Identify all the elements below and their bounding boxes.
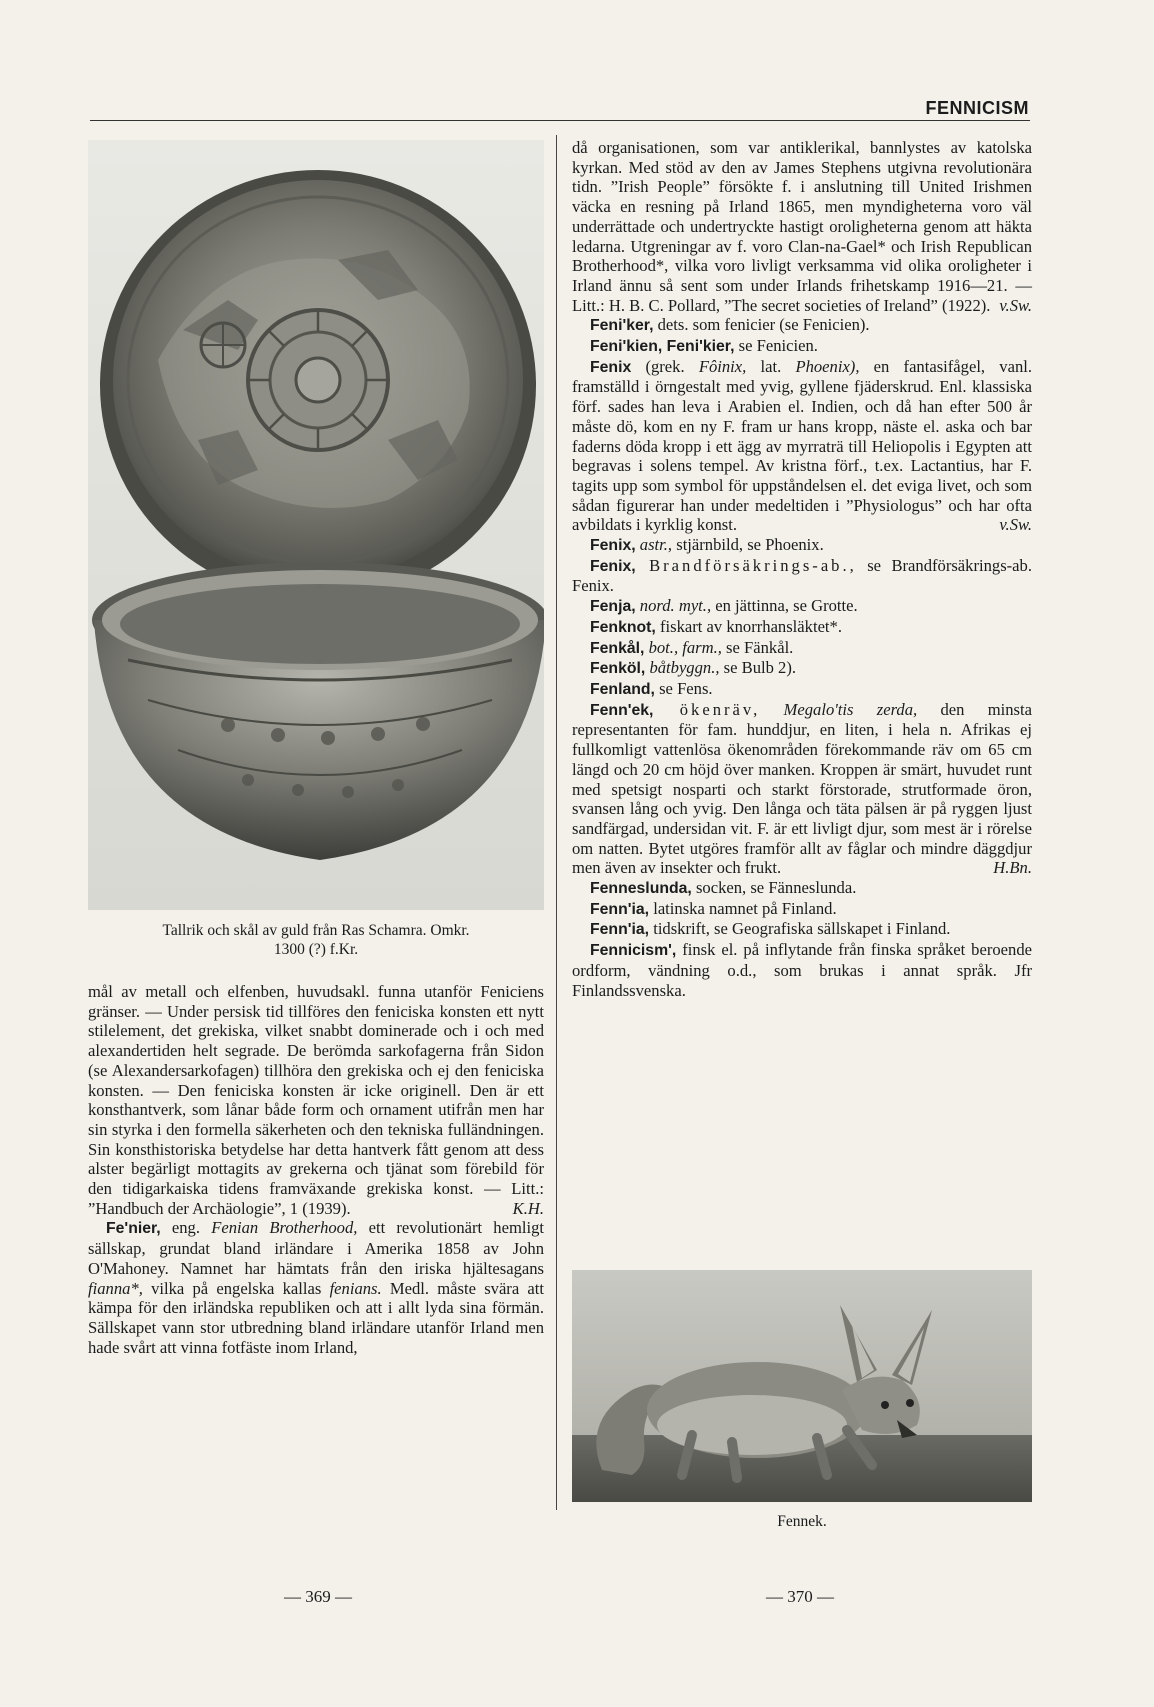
gold-plate-bowl-illustration	[88, 140, 544, 910]
running-head: FENNICISM	[925, 98, 1029, 118]
entry-fenikien	[572, 336, 1032, 357]
headword: Fenn'ek,	[590, 701, 654, 719]
author-signature: K.H.	[512, 1198, 544, 1218]
entry-italic: bot., farm.,	[644, 637, 722, 657]
entry-text: se Fenicien.	[734, 336, 818, 356]
entry-text: eng.	[160, 1218, 212, 1238]
entry-italic: fenians.	[329, 1278, 382, 1298]
entry-feniker	[572, 315, 1032, 336]
fennec-fox-photo	[572, 1270, 1032, 1502]
entry-fennia-tidskrift	[572, 919, 1032, 940]
headword: Fenja,	[590, 598, 636, 616]
entry-italic: Fenian Brotherhood,	[211, 1218, 358, 1238]
entry-fenix-brand	[572, 556, 1032, 596]
entry-text: den minsta representanten för fam. hunddjur, en liten, i hela n. Afrikas ej fullkomligt vattenlösa ökenområden förekommande räv om 65 cm längd och 20 cm höjd över manken. Kroppen är smärt, huvudet runt med spetsigt nosparti och starkt förstorade, strutformade öron, svansen lång och yvig. Den långa och täta pälsen är på ryggen ljust sandfärgad, undersidan vit. F. är ett livligt djur, som mest är i rörelse om natten. Bytet utgöres framför allt av fåglar och mindre däggdjur men även av insekter och frukt.	[572, 699, 1032, 878]
headword: Fenland,	[590, 680, 655, 698]
entry-text: dets. som fenicier (se Fenicien).	[653, 315, 870, 335]
author-signature: v.Sw.	[999, 295, 1032, 315]
entry-fenneslunda	[572, 878, 1032, 899]
entry-fenkal	[572, 638, 1032, 659]
headword: Fe'nier,	[106, 1220, 161, 1238]
entry-fennicism	[572, 940, 1032, 1000]
entry-fenix	[572, 357, 1032, 535]
headword: Fenn'ia,	[590, 900, 650, 918]
entry-text: en jättinna, se Grotte.	[711, 596, 858, 616]
entry-italic: båtbyggn.,	[645, 658, 720, 678]
entry-fenknot	[572, 617, 1032, 638]
headword: Fenknot,	[590, 618, 656, 636]
figure-gold-plate-and-bowl	[88, 140, 544, 910]
header-rule	[90, 120, 1030, 121]
paragraph-fenicisk-konst	[88, 982, 544, 1218]
entry-fenix-astr	[572, 535, 1032, 556]
headword: Fenneslunda,	[590, 880, 692, 898]
entry-text: latinska namnet på Finland.	[649, 898, 837, 918]
paragraph-fenier-cont	[572, 138, 1032, 315]
entry-text: en fantasifågel, vanl. framställd i örngestalt med yvig, gyllene fjäderskrud. Enl. klassiska förf. sades han leva i Arabien el. Indien, och då han efter 500 år måste dö, kom en ny F. fram ur hans kropp, näste el. aska och bar faderns döda kropp i ett ägg av myrraträ till Heliopolis i Egypten att begravas i solens tempel. Av kristna förf., t.ex. Lactantius, har F. tagits upp som symbol för uppståndelsen el. det eviga livet, och som sådan figurerar han under medeltiden i ”Physiologus” och har ofta avbildats i kyrklig konst.	[572, 356, 1032, 535]
entry-text: (grek.	[631, 356, 699, 376]
entry-italic: astr.,	[635, 535, 673, 555]
figure-caption-fox: Fennek.	[777, 1513, 827, 1530]
entry-text: stjärnbild, se Phoenix.	[672, 535, 824, 555]
entry-italic: Phoenix),	[795, 356, 860, 376]
entry-fenja	[572, 596, 1032, 617]
entry-text: Medl. måste svära att kämpa för den irländska republiken och att i allt lyda sina förmän. Sällskapet vann stor utbredning bland irländare utanför Irland men hade svårt att vinna fotfäste inom Irland,	[88, 1278, 545, 1357]
page-number-left: — 369 —	[284, 1587, 352, 1606]
entry-italic: fianna*,	[88, 1278, 143, 1298]
entry-fenkol	[572, 658, 1032, 679]
headword: Fenkål,	[590, 639, 645, 657]
entry-text: tidskrift, se Geografiska sällskapet i Finland.	[649, 919, 951, 939]
headword: Feni'kien, Feni'kier,	[590, 338, 735, 356]
entry-spaced: ökenräv,	[653, 699, 761, 719]
entry-text: socken, se Fänneslunda.	[691, 878, 857, 898]
entry-fenland	[572, 679, 1032, 700]
page-number-right: — 370 —	[766, 1587, 834, 1606]
entry-text: lat.	[746, 356, 796, 376]
headword: Fenix	[590, 358, 632, 376]
entry-text: fiskart av knorrhansläktet*.	[655, 616, 842, 636]
entry-fenier	[88, 1218, 544, 1357]
headword: Fenköl,	[590, 660, 646, 678]
entry-text: se Bulb 2).	[719, 658, 797, 678]
author-signature: H.Bn.	[993, 858, 1032, 878]
entry-text: se Fänkål.	[721, 637, 794, 657]
entry-italic: Megalo'tis zerda,	[760, 699, 918, 719]
entry-fennia-latin	[572, 899, 1032, 920]
left-column-text	[88, 982, 544, 1357]
headword: Feni'ker,	[590, 317, 654, 335]
column-divider	[556, 135, 557, 1510]
entry-italic: nord. myt.,	[635, 596, 712, 616]
right-column-text	[572, 138, 1032, 1000]
paragraph-text: då organisationen, som var antiklerikal, bannlystes av katolska kyrkan. Med stöd av den av James Stephens utgivna revolutionära tidn. ”Irish People” försökte f. i anslutning till United Irishmen väcka en resning på Irland 1865, men myndigheterna voro väl underrättade och undertryckte hastigt oroligheterna genom att häkta ledarna. Utgreningar av f. voro Clan-na-Gael* och Irish Republican Brotherhood*, vilka voro livligt verksamma vid olika oroligheter i Irland ännu så sent som under Irlands frihetskamp 1916—21. — Litt.: H. B. C. Pollard, ”The secret societies of Ireland” (1922).	[572, 138, 1032, 315]
caption-line: 1300 (?) f.Kr.	[273, 941, 359, 958]
entry-text: ett revolutionärt hemligt sällskap, grundat bland irländare i Amerika 1858 av John O'Mahoney. Namnet har hämtats från den iriska hjältesagans	[88, 1218, 545, 1278]
headword: Fennicism',	[590, 942, 677, 960]
entry-text: vilka på engelska kallas	[142, 1278, 330, 1298]
paragraph-text: mål av metall och elfenben, huvudsakl. funna utanför Feniciens gränser. — Under persisk tid tillföres den feniciska konsten ett nytt stilelement, det grekiska, vilket snabbt dominerade och i och med alexandertiden helt segrade. De berömda sarkofagerna från Sidon (se Alexandersarkofagen) tillhöra den grekiska och ej den feniciska konsten. — Den feniciska konsten är icke originell. Den är ett konsthantverk, som lånar både form och ornament utifrån men har sin styrka i den formella säkerheten och den tekniska fulländningen. Sin konsthistoriska betydelse har detta hantverk fått genom att dess alster begärligt mottagits av grekerna och tjänat som förebild för den tidigarkaiska tidens framväxande grekiska konst. — Litt.: ”Handbuch der Archäologie”, 1 (1939).	[88, 982, 544, 1218]
entry-text: finsk el. på inflytande från finska språket beroende ordform, vändning o.d., som brukas i annat språk. Jfr Finlandssvenska.	[572, 940, 1032, 1000]
figure-caption-plates	[88, 921, 544, 959]
entry-italic: Fôinix,	[698, 356, 747, 376]
figure-fennec-fox	[572, 1270, 1032, 1502]
author-signature: v.Sw.	[999, 515, 1032, 535]
caption-line: Tallrik och skål av guld från Ras Schamra. Omkr.	[162, 922, 470, 939]
entry-text: se Brandförsäkrings-ab. Fenix.	[572, 555, 1032, 596]
headword: Fenn'ia,	[590, 921, 650, 939]
entry-text: se Fens.	[654, 678, 713, 698]
entry-spaced: Brandförsäkrings-ab.,	[635, 555, 857, 575]
entry-fennek	[572, 700, 1032, 878]
headword: Fenix,	[590, 557, 636, 575]
headword: Fenix,	[590, 537, 636, 555]
